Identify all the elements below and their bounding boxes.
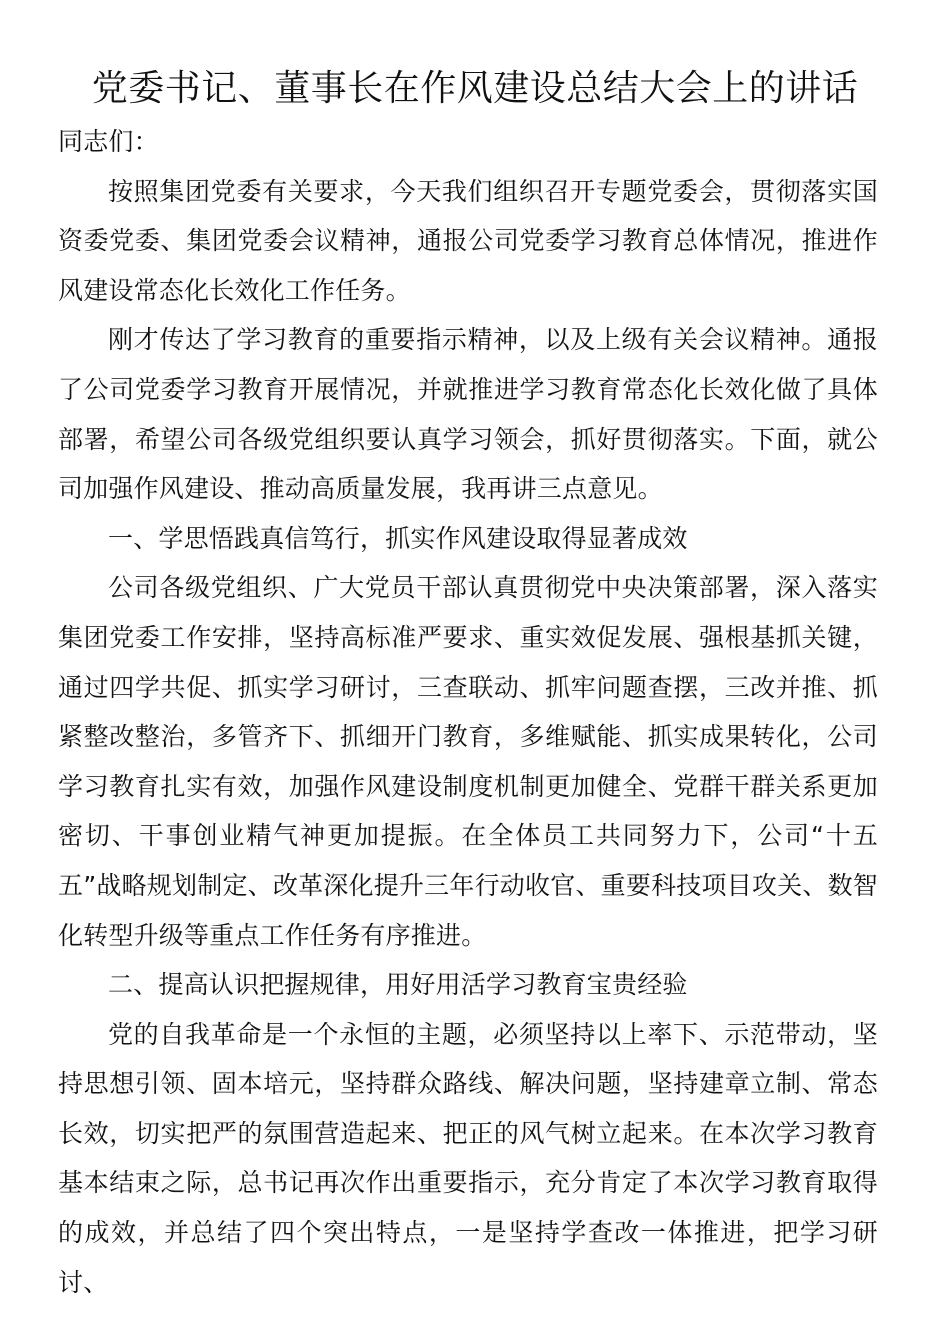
paragraph-section-one: 公司各级党组织、广大党员干部认真贯彻党中央决策部署，深入落实集团党委工作安排，坚持高标准严要求、重实效促发展、强根基抓关键，通过四学共促、抓实学习研讨，三查联动、抓牢问题查摆，三改并推、抓紧整改整治，多管齐下、抓细开门教育，多维赋能、抓实成果转化，公司学习教育扎实有效，加强作风建设制度机制更加健全、党群干群关系更加密切、干事创业精气神更加提振。在全体员工共同努力下，公司“十五五”战略规划制定、改革深化提升三年行动收官、重要科技项目攻关、数智化转型升级等重点工作任务有序推进。 — [58, 573, 878, 950]
section-heading-two: 二、提高认识把握规律，用好用活学习教育宝贵经验 — [108, 970, 688, 1000]
paragraph-section-two: 党的自我革命是一个永恒的主题，必须坚持以上率下、示范带动，坚持思想引领、固本培元，坚持群众路线、解决问题，坚持建章立制、常态长效，切实把严的氛围营造起来、把正的风气树立起来。在本次学习教育基本结束之际，总书记再次作出重要指示，充分肯定了本次学习教育取得的成效，并总结了四个突出特点，一是坚持学查改一体推进，把学习研讨、 — [58, 1019, 878, 1297]
paragraph-overview: 刚才传达了学习教育的重要指示精神，以及上级有关会议精神。通报了公司党委学习教育开展情况，并就推进学习教育常态化长效化做了具体部署，希望公司各级党组织要认真学习领会，抓好贯彻落实。下面，就公司加强作风建设、推动高质量发展，我再讲三点意见。 — [58, 325, 878, 504]
paragraph-intro: 按照集团党委有关要求，今天我们组织召开专题党委会，贯彻落实国资委党委、集团党委会议精神，通报公司党委学习教育总体情况，推进作风建设常态化长效化工作任务。 — [58, 176, 878, 305]
document-title: 党委书记、董事长在作风建设总结大会上的讲话 — [91, 68, 859, 109]
section-heading-one: 一、学思悟践真信笃行，抓实作风建设取得显著成效 — [108, 523, 688, 553]
document-body — [58, 117, 878, 1307]
salutation: 同志们： — [58, 127, 159, 156]
